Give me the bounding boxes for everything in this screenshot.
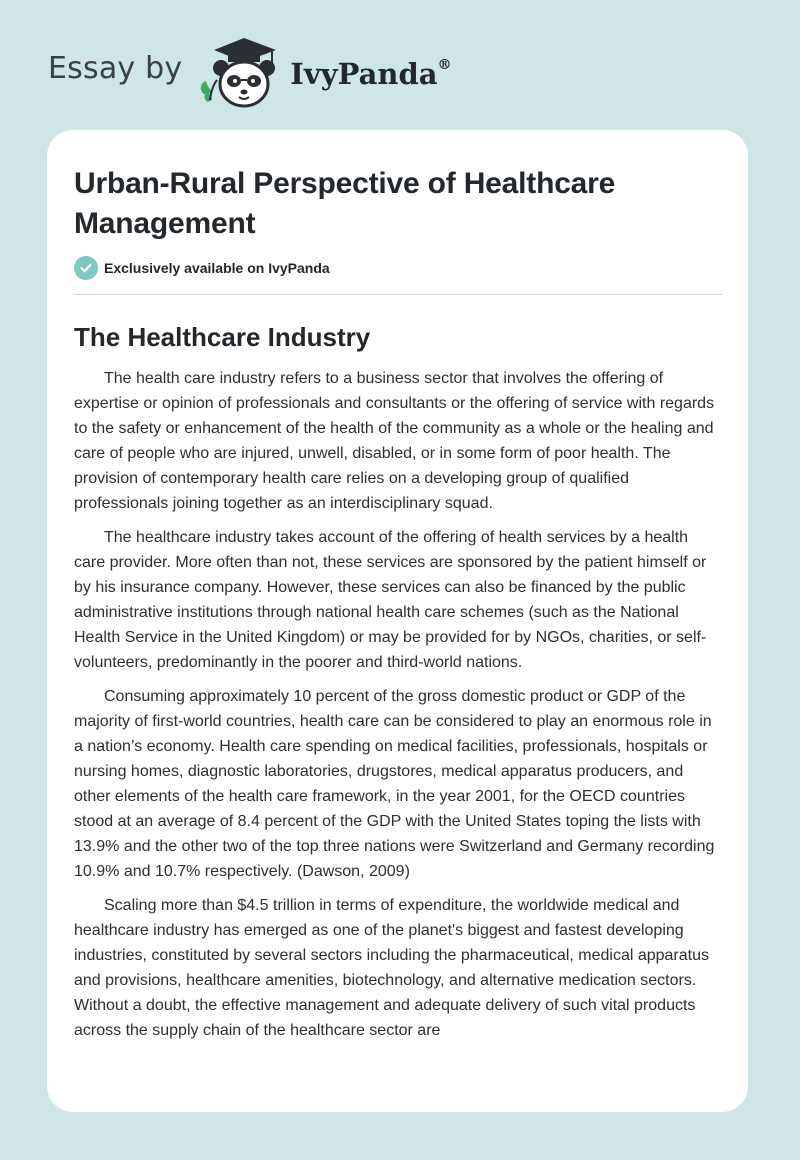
panda-graduate-logo-icon [198,36,284,112]
brand-name: IvyPanda® [290,57,452,91]
brand-header[interactable] [48,36,548,112]
divider [74,294,722,295]
paragraph: The health care industry refers to a business sector that involves the offering of expertise or opinion of professionals and consultants or the offering of service with regards to the safety or enhancement of the health of the community as a whole or the healing and care of people who are injured, unwell, disabled, or in some form of poor health. The provision of contemporary health care relies on a developing group of qualified professionals joining together as an interdisciplinary squad. [74,370,715,512]
paragraph: Consuming approximately 10 percent of the gross domestic product or GDP of the majority of first-world countries, health care can be considered to play an enormous role in a nation’s economy. Health care spending on medical facilities, professionals, hospitals or nursing homes, diagnostic laboratories, drugstores, medical apparatus producers, and other elements of the health care framework, in the year 2001, for the OECD countries stood at an average of 8.4 percent of the GDP with the United States toping the lists with 13.9% and the other two of the top three nations were Switzerland and Germany recording 10.9% and 10.7% respectively. (Dawson, 2009) [74,688,715,880]
badge-text: Exclusively available on IvyPanda [104,260,330,276]
brand-prefix: Essay by [48,50,183,86]
paragraph: Scaling more than $4.5 trillion in terms of expenditure, the worldwide medical and healthcare industry has emerged as one of the planet's biggest and fastest developing industries, constituted by several sectors including the pharmaceutical, medical apparatus and provisions, healthcare amenities, biotechnology, and alternative medication sectors. Without a doubt, the effective management and adequate delivery of such vital products across the supply chain of the healthcare sector are [74,897,709,1039]
exclusive-badge [74,256,722,280]
registered-mark: ® [437,57,452,74]
article-body [74,366,722,1043]
section-heading: The Healthcare Industry [74,322,371,352]
page-title: Urban-Rural Perspective of Healthcare Management [74,167,616,240]
checkmark-circle-icon [74,256,98,280]
essay-card [47,130,748,1112]
paragraph: The healthcare industry takes account of the offering of health services by a health care provider. More often than not, these services are sponsored by the patient himself or by his insurance company. However, these services can also be financed by the public administrative institutions through national health care schemes (such as the National Health Service in the United Kingdom) or may be provided for by NGOs, charities, or self-volunteers, predominantly in the poorer and third-world nations. [74,529,707,671]
